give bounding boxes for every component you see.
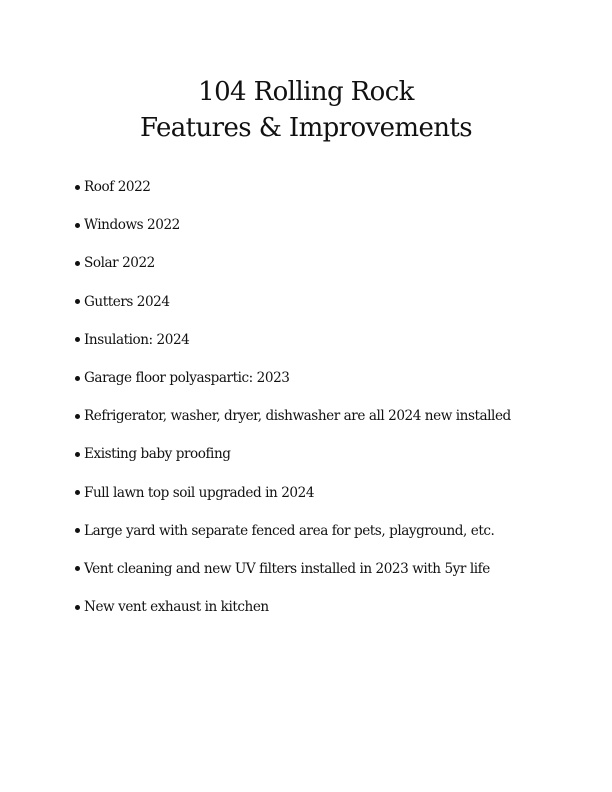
list-item-text: Large yard with separate fenced area for pets, playground, etc. xyxy=(84,522,495,539)
list-item xyxy=(75,474,595,512)
list-item xyxy=(75,283,595,321)
list-item-text: Garage floor polyaspartic: 2023 xyxy=(84,370,290,387)
list-item-text: Refrigerator, washer, dryer, dishwasher are all 2024 new installed xyxy=(84,408,511,425)
bullet-icon xyxy=(75,566,80,571)
bullet-icon xyxy=(75,490,80,495)
bullet-icon xyxy=(75,414,80,419)
list-item-text: Windows 2022 xyxy=(84,217,180,234)
features-list xyxy=(75,168,595,626)
list-item xyxy=(75,359,595,397)
list-item-text: Solar 2022 xyxy=(84,255,155,272)
bullet-icon xyxy=(75,261,80,266)
list-item-text: Vent cleaning and new UV filters installed in 2023 with 5yr life xyxy=(84,560,490,577)
list-item-text: Full lawn top soil upgraded in 2024 xyxy=(84,484,315,501)
list-item xyxy=(75,588,595,626)
list-item-text: New vent exhaust in kitchen xyxy=(84,599,269,616)
list-item xyxy=(75,244,595,282)
bullet-icon xyxy=(75,223,80,228)
list-item xyxy=(75,168,595,206)
list-item xyxy=(75,512,595,550)
bullet-icon xyxy=(75,337,80,342)
list-item xyxy=(75,550,595,588)
bullet-icon xyxy=(75,452,80,457)
list-item-text: Gutters 2024 xyxy=(84,293,170,310)
bullet-icon xyxy=(75,528,80,533)
title-line-1: 104 Rolling Rock xyxy=(198,77,414,107)
bullet-icon xyxy=(75,299,80,304)
list-item-text: Existing baby proofing xyxy=(84,446,231,463)
list-item-text: Insulation: 2024 xyxy=(84,331,190,348)
bullet-icon xyxy=(75,185,80,190)
bullet-icon xyxy=(75,605,80,610)
list-item xyxy=(75,397,595,435)
page-title xyxy=(0,74,612,146)
list-item-text: Roof 2022 xyxy=(84,179,151,196)
list-item xyxy=(75,321,595,359)
bullet-icon xyxy=(75,376,80,381)
list-item xyxy=(75,435,595,473)
title-line-2: Features & Improvements xyxy=(139,113,473,143)
list-item xyxy=(75,206,595,244)
